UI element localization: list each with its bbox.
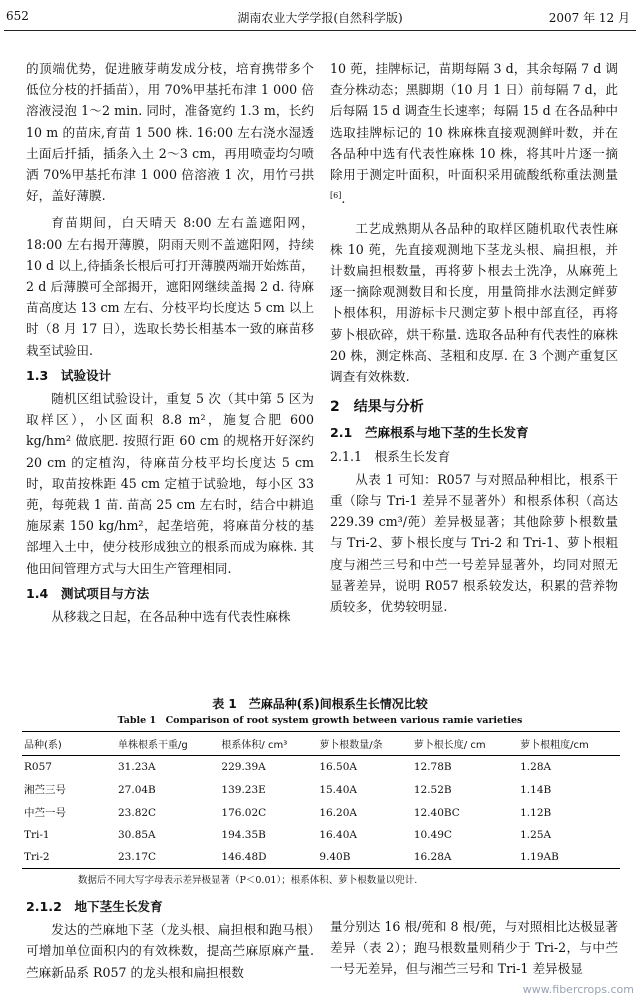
table-cell: 27.04B (118, 783, 156, 796)
table-note: 数据后不同大写字母表示差异极显著（P＜0.01）；根系体积、萝卜根数量以兜计. (78, 875, 418, 886)
table-cell: 23.17C (116, 846, 219, 869)
section-heading-1-4: 1.4 测试项目与方法 (26, 585, 150, 601)
col-header: 品种(系) (22, 732, 116, 756)
table-cell: 23.82C (118, 806, 157, 819)
table-cell: 139.23E (221, 783, 266, 796)
table-cell: 1.25A (520, 829, 552, 841)
table-cell: 12.78B (413, 761, 452, 773)
table-cell: Tri-2 (22, 846, 116, 869)
table-row (22, 824, 620, 846)
col-header: 萝卜根粗度/cm (518, 732, 620, 756)
root-growth-table (22, 731, 620, 869)
section-heading-2-1-2: 2.1.2 地下茎生长发育 (26, 899, 163, 914)
table-cell: 1.14B (520, 783, 552, 796)
table-row (22, 778, 620, 801)
journal-title: 湖南农业大学学报(自然科学版) (237, 11, 403, 25)
page-number: 652 (6, 9, 29, 23)
paragraph: 量分别达 16 根/蔸和 8 根/蔸，与对照相比达极显著差异（表 2）；跑马根数量则稍少于 Tri-2，与中苎一号无差异，但与湘苎三号和 Tri-1 差异极显 (330, 919, 618, 977)
right-column-top (330, 58, 618, 617)
running-header (0, 0, 640, 32)
right-column-bottom (330, 916, 618, 980)
section-heading-1-3: 1.3 试验设计 (26, 367, 112, 383)
table-cell: 9.40B (317, 846, 412, 869)
table-cell: 229.39A (221, 761, 266, 773)
paragraph: 随机区组试验设计，重复 5 次（其中第 5 区为取样区），小区面积 8.8 m²，施复合肥 600 kg/hm² 做底肥. 按照行距 60 cm 的规格开好深约 20 cm 的定植沟，待麻苗分枝平均长度达 5 cm 时，取苗按株距 45 cm 定植于试验地，每小区 33 蔸，每蔸栽 1 苗. 苗高 25 cm 左右时，结合中耕追施尿素 150 kg/hm²，起垄培蔸，将麻苗分枝的基部埋入土中，使分枝形成独立的根系而成为麻株. 其他田间管理方式与大田生产管理相同. (26, 391, 314, 576)
table-cell: 30.85A (118, 829, 156, 841)
table-cell: 中苎一号 (24, 807, 66, 819)
table-cell: 16.20A (319, 806, 357, 819)
table-cell: R057 (24, 761, 52, 773)
paragraph: 育苗期间，白天晴天 8:00 左右盖遮阳网，18:00 左右揭开薄膜，阴雨天则不盖遮阳网，持续 10 d 以上,待插条长根后可打开薄膜两端开始炼苗，2 d 后薄膜可全部揭开，遮阳网继续盖揭 2 d. 待麻苗高度达 13 cm 左右、分枝平均长度达 5 cm 以上时（8 月 17 日），选取长势长相基本一致的麻苗移栽至试验田. (26, 215, 314, 358)
paragraph: 发达的苎麻地下茎（龙头根、扁担根和跑马根）可增加单位面积内的有效株数，提高苎麻原麻产量. 苎麻新品系 R057 的龙头根和扁担根数 (26, 922, 314, 980)
table-row (22, 846, 620, 869)
table-caption-cn: 表 1 苎麻品种(系)间根系生长情况比较 (212, 697, 428, 711)
col-header: 萝卜根数量/条 (317, 732, 412, 756)
table-caption-en: Table 1 Comparison of root system growth between various ramie varieties (117, 715, 523, 726)
issue-date: 2007 年 12 月 (548, 11, 630, 25)
left-column-bottom (26, 892, 314, 983)
header-rule (4, 30, 636, 31)
table-cell: 16.50A (319, 761, 357, 773)
left-column-top (26, 58, 314, 627)
paragraph: 从移栽之日起，在各品种中选有代表性麻株 (51, 609, 291, 625)
table-cell: 194.35B (221, 829, 266, 841)
table-cell: 16.28A (412, 846, 518, 869)
paragraph: 10 蔸，挂牌标记，苗期每隔 3 d，其余每隔 7 d 调查分株动态；黑脚期（10 月 1 日）前每隔 7 d，此后每隔 15 d 调查生长速率；每隔 15 d 在各品种中选取挂牌标记的 10 株麻株直接观测鲜叶数，并在各品种中选有代表性麻株 10 株，将其叶片逐一摘除用于测定叶面积，叶面积采用硫酸纸称重法测量[6]. (330, 61, 618, 207)
table-cell: 12.52B (413, 783, 452, 796)
reference-mark: [6] (330, 191, 342, 201)
table-cell: 1.19AB (518, 846, 620, 869)
section-heading-2-1: 2.1 苎麻根系与地下茎的生长发育 (330, 425, 529, 441)
table-row (22, 756, 620, 779)
col-header: 萝卜根长度/ cm (412, 732, 518, 756)
section-heading-2-1-1: 2.1.1 根系生长发育 (330, 448, 451, 464)
table-header-row (22, 732, 620, 756)
table-cell: 湘苎三号 (24, 784, 66, 796)
table-cell: 12.40BC (413, 806, 460, 819)
paragraph: 的顶端优势，促进腋芽萌发成分枝，培育携带多个低位分枝的扦插苗），用 70%甲基托布津 1 000 倍溶液浸泡 1～2 min. 同时，准备宽约 1.3 m，长约 10 m 的苗床,育苗 1 500 株. 16:00 左右浇水湿透土面后扦插，插条入土 2～3 cm，再用喷壶均匀喷洒 70%甲基托布津 1 000 倍溶液 1 次，用竹弓拱好，盖好薄膜. (26, 61, 314, 204)
table-cell: 1.28A (520, 761, 552, 773)
table-cell: Tri-1 (24, 829, 50, 841)
table-cell: 146.48D (219, 846, 317, 869)
table-cell: 16.40A (319, 829, 357, 841)
table-row (22, 801, 620, 824)
section-heading-2: 2 结果与分析 (330, 399, 424, 416)
paragraph: 从表 1 可知：R057 与对照品种相比，根系干重（除与 Tri-1 差异不显著外）和根系体积（高达 229.39 cm³/蔸）差异极显著；其他除萝卜根数量与 Tri-2、萝卜根长度与 Tri-2 和 Tri-1、萝卜根粗度与湘苎三号和中苎一号差异显著外，均同对照无显著差异，说明 R057 根系较发达，积累的营养物质较多，优势较明显. (330, 471, 618, 615)
watermark: www.fibercrops.com (522, 983, 634, 996)
col-header: 单株根系干重/g (116, 732, 219, 756)
paragraph: 工艺成熟期从各品种的取样区随机取代表性麻株 10 蔸，先直接观测地下茎龙头根、扁担根，并计数扁担根数量，再将萝卜根去土洗净，从麻蔸上逐一摘除观测数目和长度，用量筒排水法测定鲜萝卜根体积，用游标卡尺测定萝卜根中部直径，再将萝卜根砍碎，烘干称量. 选取各品种有代表性的麻株 20 株，测定株高、茎粗和皮厚. 在 3 个测产重复区调查有效株数. (330, 220, 618, 385)
table-cell: 31.23A (118, 761, 156, 773)
table-caption (0, 695, 640, 726)
table-cell: 1.12B (520, 806, 552, 819)
table-cell: 10.49C (413, 829, 452, 841)
table-cell: 176.02C (221, 806, 267, 819)
table-cell: 15.40A (319, 783, 357, 796)
col-header: 根系体积/ cm³ (219, 732, 317, 756)
